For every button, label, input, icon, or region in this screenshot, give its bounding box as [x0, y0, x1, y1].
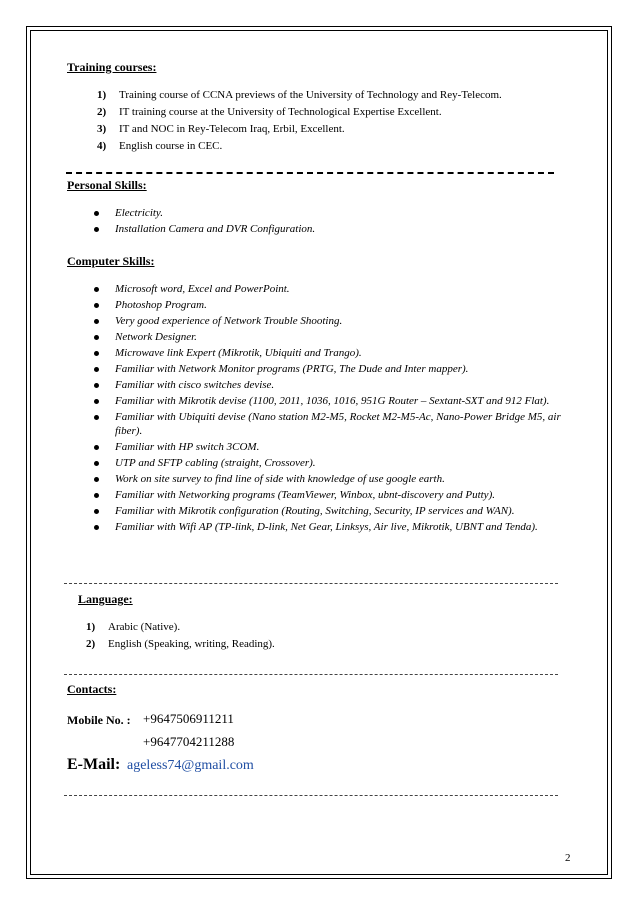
list-item: Familiar with Network Monitor programs (PRTG, The Dude and Inter mapper).	[91, 362, 571, 376]
list-item: Familiar with Ubiquiti devise (Nano station M2-M5, Rocket M2-M5-Ac, Nano-Power Bridge M5, air fiber).	[91, 410, 571, 438]
computer-skills-heading: Computer Skills:	[67, 254, 155, 268]
bullet-icon	[94, 335, 99, 340]
personal-skills-heading: Personal Skills:	[67, 178, 147, 192]
list-item: UTP and SFTP cabling (straight, Crossover).	[91, 456, 571, 470]
list-item: Microwave link Expert (Mikrotik, Ubiquiti and Trango).	[91, 346, 571, 360]
list-item: 1) Arabic (Native).	[86, 621, 181, 633]
bullet-icon	[94, 461, 99, 466]
bullet-icon	[94, 303, 99, 308]
bullet-icon	[94, 399, 99, 404]
list-item: Familiar with Mikrotik configuration (Routing, Switching, Security, IP services and WAN).	[91, 504, 571, 518]
bullet-icon	[94, 211, 99, 216]
training-list	[97, 88, 502, 156]
email-link[interactable]: ageless74@gmail.com	[127, 758, 254, 773]
list-item: Work on site survey to find line of side with knowledge of use google earth.	[91, 472, 571, 486]
bullet-icon	[94, 415, 99, 420]
list-item: Familiar with Networking programs (TeamViewer, Winbox, ubnt-discovery and Putty).	[91, 488, 571, 502]
section-divider	[64, 674, 558, 675]
bullet-icon	[94, 525, 99, 530]
section-divider	[66, 172, 554, 174]
bullet-icon	[94, 287, 99, 292]
computer-skills-list	[91, 282, 571, 536]
bullet-icon	[94, 319, 99, 324]
mobile-label: Mobile No. :	[67, 713, 131, 727]
list-item: Familiar with Wifi AP (TP-link, D-link, Net Gear, Linksys, Air live, Mikrotik, UBNT and Tenda).	[91, 520, 571, 534]
list-item: Electricity.	[91, 206, 561, 220]
bullet-icon	[94, 445, 99, 450]
list-item: Network Designer.	[91, 330, 571, 344]
section-divider	[64, 795, 558, 796]
list-item: 2) IT training course at the University of Technological Expertise Excellent.	[97, 106, 442, 118]
list-item: Photoshop Program.	[91, 298, 571, 312]
list-item: 2) English (Speaking, writing, Reading).	[86, 638, 275, 650]
list-item: 4) English course in CEC.	[97, 140, 223, 152]
language-heading: Language:	[78, 592, 133, 606]
phone-number-1: +9647506911211	[143, 711, 234, 726]
personal-skills-list	[91, 206, 561, 238]
list-item: 1) Training course of CCNA previews of the University of Technology and Rey-Telecom.	[97, 89, 502, 101]
bullet-icon	[94, 509, 99, 514]
section-divider	[64, 583, 558, 584]
language-list	[86, 620, 275, 654]
training-heading: Training courses:	[67, 60, 157, 74]
bullet-icon	[94, 383, 99, 388]
bullet-icon	[94, 227, 99, 232]
contacts-heading: Contacts:	[67, 682, 117, 696]
page-number: 2	[565, 852, 571, 864]
list-item: Familiar with cisco switches devise.	[91, 378, 571, 392]
phone-number-2: +9647704211288	[143, 734, 235, 749]
list-item: Familiar with HP switch 3COM.	[91, 440, 571, 454]
bullet-icon	[94, 477, 99, 482]
bullet-icon	[94, 351, 99, 356]
bullet-icon	[94, 367, 99, 372]
bullet-icon	[94, 493, 99, 498]
list-item: 3) IT and NOC in Rey-Telecom Iraq, Erbil, Excellent.	[97, 123, 345, 135]
list-item: Very good experience of Network Trouble Shooting.	[91, 314, 571, 328]
list-item: Familiar with Mikrotik devise (1100, 2011, 1036, 1016, 951G Router – Sextant-SXT and 912 Flat).	[91, 394, 571, 408]
list-item: Microsoft word, Excel and PowerPoint.	[91, 282, 571, 296]
email-label: E-Mail:	[67, 756, 121, 773]
list-item: Installation Camera and DVR Configuration.	[91, 222, 561, 236]
